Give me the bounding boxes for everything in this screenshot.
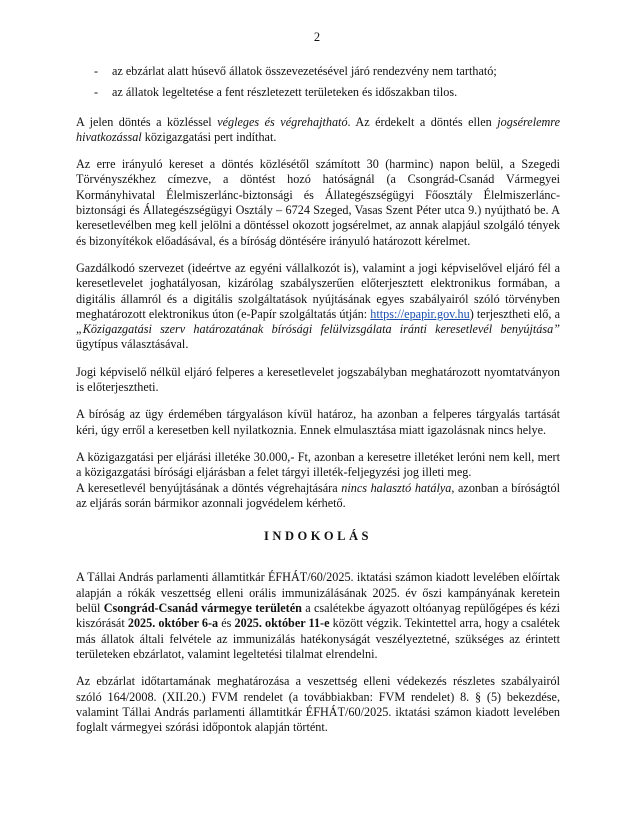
bullet-marker: -	[94, 85, 99, 100]
paragraph-legal-basis: Az ebzárlat időtartamának meghatározása a veszettség elleni védekezés részletes szabályairól szóló 164/2008. (XII.20.) FVM rendelet (a továbbiakban: FVM rendelet) 8. § (5) bekezdése, valamint Tállai András parlamenti államtitkár ÉFHÁT/60/2025. iktatási számon kiadott levelében foglalt vármegyei szórási időpontok alapján történt.	[76, 674, 560, 735]
paragraph-electronic-filing: Gazdálkodó szervezet (ideértve az egyéni vállalkozót is), valamint a jogi képviselővel eljáró fél a keresetlevelet joghatályosan, kizárólag szabályszerűen előterjesztett elektronikus formában, a digitális államról és a digitális szolgáltatások nyújtásának egyes szabályairól szóló törvényben meghatározott elektronikus úton (e-Papír szolgáltatás útján: https://epapir.gov.hu) terjesztheti elő, a „Közigazgatási szerv határozatának bírósági felülvizsgálata iránti keresetlevél benyújtása” ügytípus választásával.	[76, 260, 560, 352]
bullet-text: az állatok legeltetése a fent részletezett területeken és időszakban tilos.	[112, 85, 458, 100]
list-item	[76, 85, 560, 100]
paragraph-appeal: Az erre irányuló kereset a döntés közlésétől számított 30 (harminc) napon belül, a Szegedi Törvényszékhez címezve, a döntést hozó hatóságnál (a Csongrád-Csanád Vármegyei Kormányhivatal Élelmiszerlánc-biztonsági és Állategészségügyi Főosztály Élelmiszerlánc-biztonsági és Állategészségügyi Osztály – 6724 Szeged, Vasas Szent Péter utca 9.) nyújtható be. A keresetlevélben meg kell jelölni a döntéssel okozott jogsérelmet, az annak alapjául szolgáló tények és bizonyítékok előadásával, és a bíróság döntésére irányuló határozott kérelmet.	[76, 157, 560, 248]
paragraph-finality: A jelen döntés a közléssel végleges és végrehajtható. Az érdekelt a döntés ellen jogsérelemre hivatkozással közigazgatási pert indíthat.	[76, 114, 560, 144]
bullet-marker: -	[94, 64, 99, 78]
epapir-link[interactable]: https://epapir.gov.hu	[370, 306, 470, 321]
section-heading: INDOKOLÁS	[264, 529, 372, 544]
bullet-text: az ebzárlat alatt húsevő állatok összevezetésével járó rendezvény nem tartható;	[112, 64, 497, 78]
list-item	[76, 64, 560, 79]
document-body	[76, 64, 560, 747]
page-number: 2	[313, 30, 321, 44]
paragraph-justification: A Tállai András parlamenti államtitkár ÉFHÁT/60/2025. iktatási számon kiadott levelében előírtak alapján a rókák veszettség elleni orális immunizálásának 2025. év őszi kampányának keretein belül Csongrád-Csanád vármegye területén a csalétekbe ágyazott oltóanyag repülőgépes és kézi kiszórását 2025. október 6-a és 2025. október 11-e között végzik. Tekintettel arra, hogy a csalétek más állatok általi felvétele az immunizálás hatékonyságát veszélyeztetné, szükséges az érintett területeken ebzárlatot, valamint legeltetési tilalmat elrendelni.	[76, 570, 561, 661]
paragraph-hearing: A bíróság az ügy érdemében tárgyaláson kívül határoz, ha azonban a felperes tárgyalás tartását kéri, úgy erről a keresetben kell nyilatkoznia. Ennek elmulasztása miatt igazolásnak nincs helye.	[76, 407, 560, 437]
paragraph-fee: A közigazgatási per eljárási illetéke 30.000,- Ft, azonban a keresetre illetéket leróni nem kell, mert a közigazgatási bírósági eljárásban a felet tárgyi illeték-feljegyzési jog illeti meg.	[76, 449, 560, 480]
paragraph-form: Jogi képviselő nélkül eljáró felperes a keresetlevelet jogszabályban meghatározott nyomtatványon is előterjesztheti.	[76, 364, 560, 395]
paragraph-suspension: A keresetlevél benyújtásának a döntés végrehajtására nincs halasztó hatálya, azonban a bíróságtól az eljárás során bármikor azonnali jogvédelem kérhető.	[76, 480, 560, 510]
